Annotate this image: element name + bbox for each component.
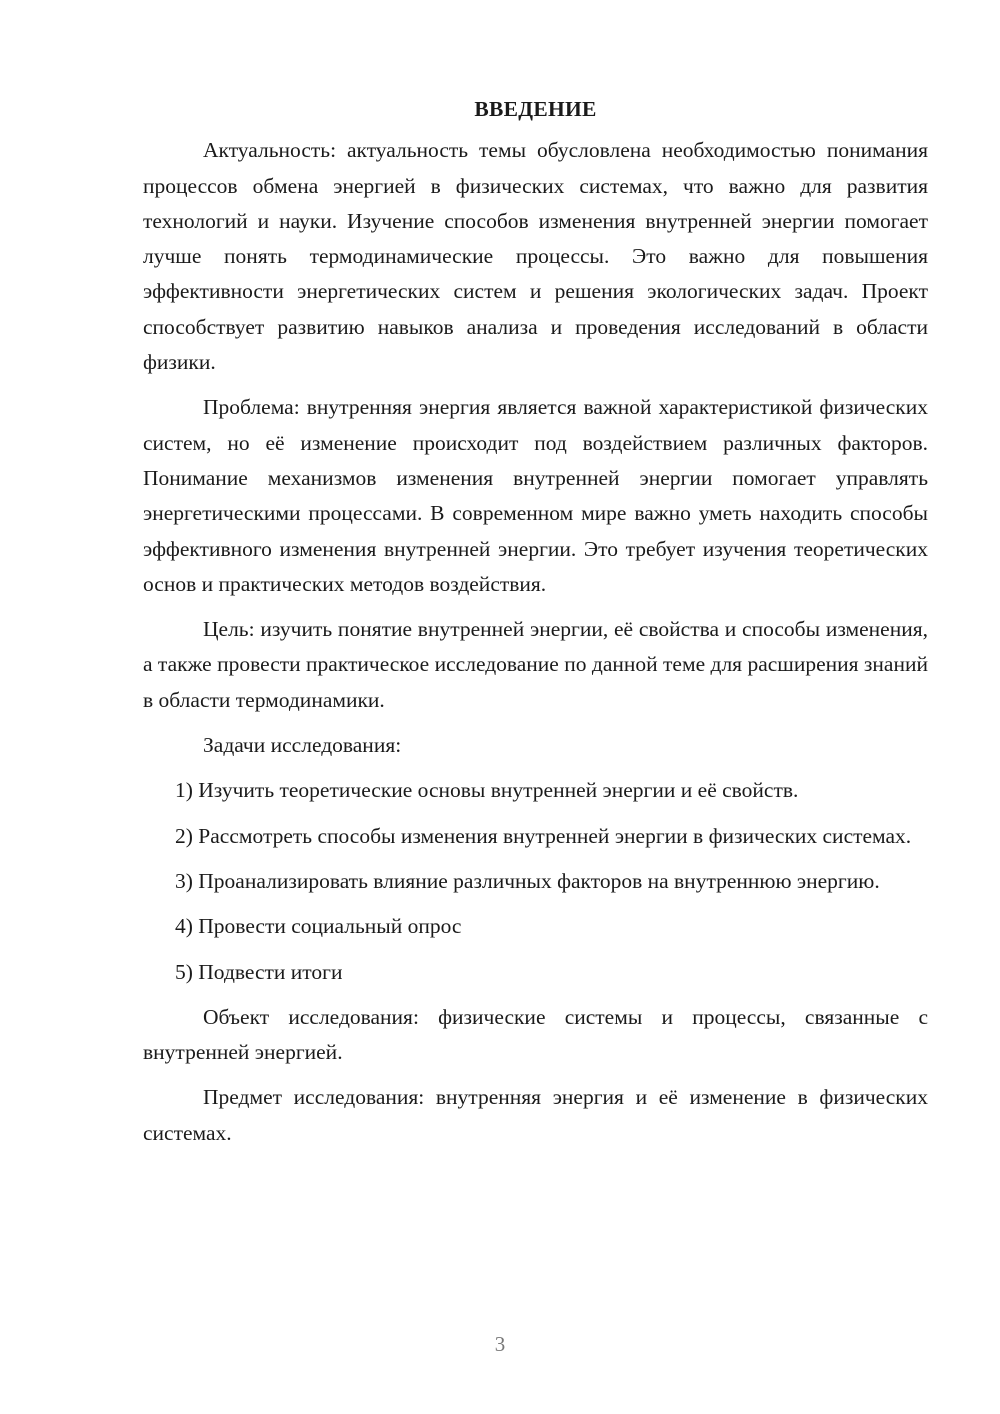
task-item-4: 4) Провести социальный опрос	[175, 914, 462, 939]
section-title: ВВЕДЕНИЕ	[474, 97, 597, 121]
tasks-heading: Задачи исследования:	[203, 733, 402, 758]
task-item-2: 2) Рассмотреть способы изменения внутренней энергии в физических системах.	[175, 823, 912, 848]
object-paragraph: Объект исследования: физические системы и процессы, связанные с внутренней энергией.	[143, 1004, 928, 1065]
problem-paragraph: Проблема: внутренняя энергия является важной характеристикой физических систем, но её изменение происходит под воздействием различных факторов. Понимание механизмов изменения внутренней энергии помогает управлять энергетическими процессами. В современном мире важно уметь находить способы эффективного изменения внутренней энергии. Это требует изучения теоретических основ и практических методов воздействия.	[143, 395, 928, 596]
page-number: 3	[494, 1332, 506, 1356]
goal-paragraph: Цель: изучить понятие внутренней энергии, её свойства и способы изменения, а также провести практическое исследование по данной теме для расширения знаний в области термодинамики.	[143, 617, 928, 712]
task-item-5: 5) Подвести итоги	[175, 959, 343, 984]
document-page	[143, 92, 928, 1161]
subject-paragraph: Предмет исследования: внутренняя энергия и её изменение в физических системах.	[143, 1085, 928, 1145]
task-item-3: 3) Проанализировать влияние различных факторов на внутреннюю энергию.	[175, 868, 880, 893]
relevance-paragraph: Актуальность: актуальность темы обусловлена необходимостью понимания процессов обмена энергией в физических системах, что важно для развития технологий и науки. Изучение способов изменения внутренней энергии помогает лучше понять термодинамические процессы. Это важно для повышения эффективности энергетических систем и решения экологических задач. Проект способствует развитию навыков анализа и проведения исследований в области физики.	[143, 138, 928, 375]
task-item-1: 1) Изучить теоретические основы внутренней энергии и её свойств.	[175, 778, 799, 803]
